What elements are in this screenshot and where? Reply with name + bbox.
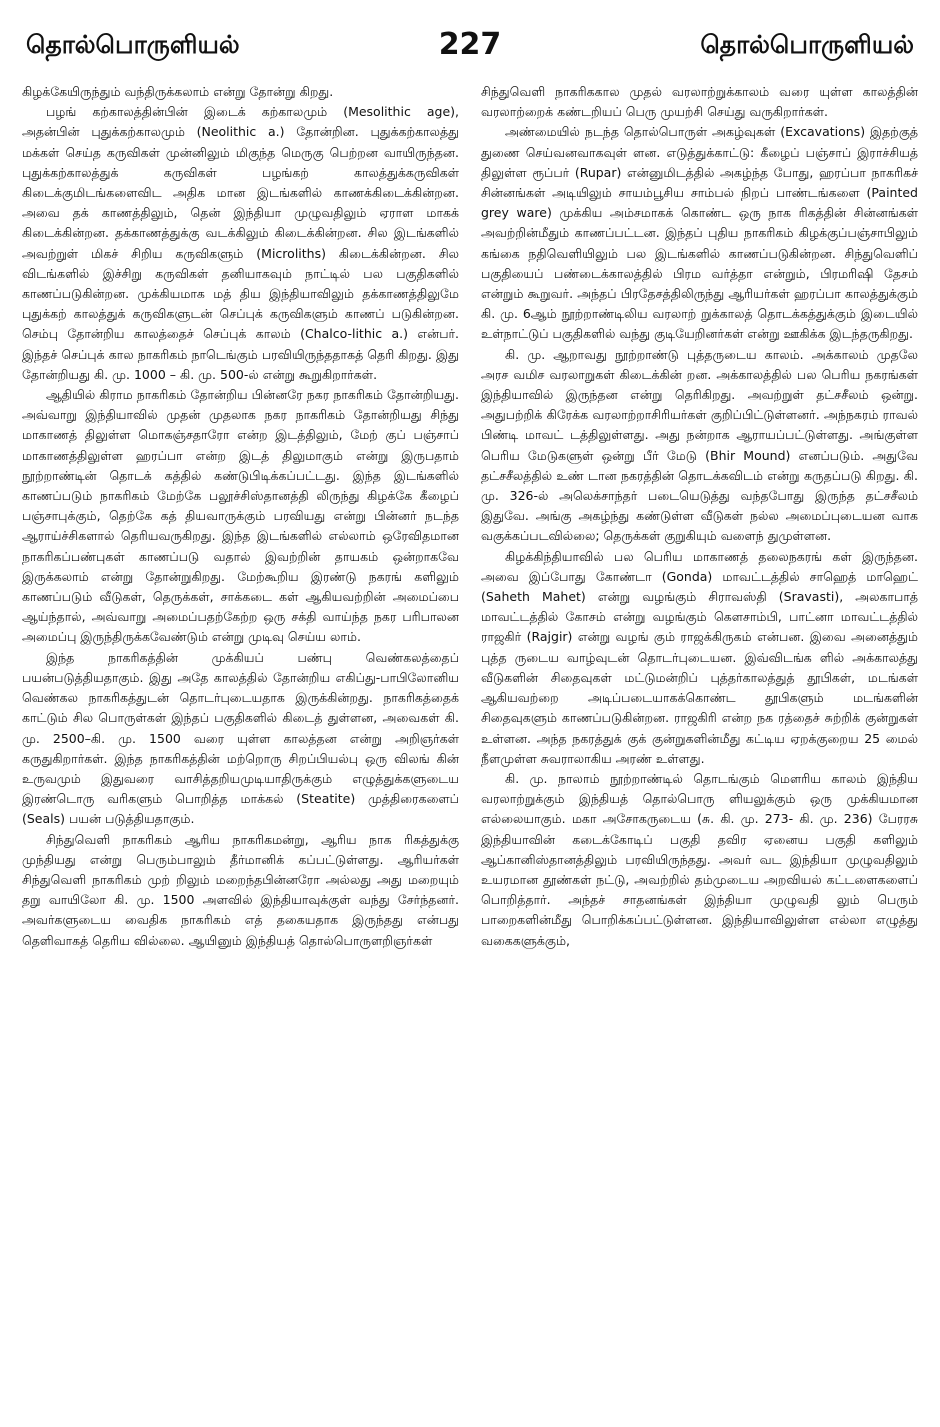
running-title-right: தொல்பொருளியல்	[700, 30, 914, 59]
page-header	[22, 27, 918, 76]
paragraph: சிந்துவெளி நாகரிககால முதல் வரலாற்றுக்காலம் வரை யுள்ள காலத்தின் வரலாற்றைக் கண்டறியப் பெரு முயற்சி செய்து வருகிறார்கள்.	[481, 84, 918, 120]
paragraph: கி. மு. ஆறாவது நூற்றாண்டு புத்தருடைய காலம். அக்காலம் முதலே அரச வமிச வரலாறுகள் கிடைக்கின் றன. அக்காலத்தில் பல பெரிய நகரங்கள் இந்தியாவில் இருந்தன என்று தெரிகிறது. அவற்றுள் தட்சசீலம் ஒன்று. அதுபற்றிக் கிரேக்க வரலாற்றாசிரியர்கள் குறிப்பிட்டுள்ளனர். அந்நகரம் ராவல் பிண்டி மாவட் டத்திலுள்ளது. அது நன்றாக ஆராயப்பட்டுள்ளது. அங்குள்ள பெரிய மேடுகளுள் ஒன்று பீர் மேடு (Bhir Mound) எனப்படும். அதுவே தட்சசீலத்தில் உண் டான நகரத்தின் தொடக்கவிடம் என்று கருதப்படு கிறது. கி. மு. 326-ல் அலெக்சாந்தர் படையெடுத்து வந்தபோது இருந்த தட்சசீலம் இதுவே. அங்கு அகழ்ந்து கண்டுள்ள வீடுகள் நல்ல அமைப்புடையன வாக வகுக்கப்படவில்லை; தெருக்கள் குறுகியும் வளைந் துமுள்ளன.	[481, 346, 918, 544]
two-column-body	[22, 82, 918, 951]
left-column	[22, 82, 459, 951]
paragraph: அண்மையில் நடந்த தொல்பொருள் அகழ்வுகள் (Excavations) இதற்குத் துணை செய்வனவாகவுள் ளன. எடுத்துக்காட்டு: கீழைப் பஞ்சாப் இராச்சியத் திலுள்ள ரூப்பர் (Rupar) என்னுமிடத்தில் அகழ்ந்த போது, ஹரப்பா நாகரிகச் சின்னங்கள் அடியிலும் சாயம்பூசிய சாம்பல் நிறப் பாண்டங்களை (Painted grey ware) முக்கிய அம்சமாகக் கொண்ட ஒரு நாக ரிகத்தின் சின்னங்கள் அவற்றின்மீதும் காணப்பட்டன. இந்தப் புதிய நாகரிகம் கிழக்குப்பஞ்சாபிலும் கங்கை நதிவெளியிலும் பல இடங்களில் காணப்படுகின்றன. சிந்துவெளிப் பகுதியைப் பண்டைக்காலத்தில் பிரம வர்த்தா என்றும், பிரமரிஷி தேசம் என்றும் கூறுவர். அந்தப் பிரதேசத்திலிருந்து ஆரியர்கள் ஹரப்பா காலத்துக்கும் கி. மு. 6ஆம் நூற்றாண்டிலிய வரலாற் றுக்காலத் தொடக்கத்துக்கும் இடையில் உள்நாட்டுப் பகுதிகளில் வந்து குடியேறினர்கள் என்று ஊகிக்க இடந்தருகிறது.	[481, 124, 918, 342]
right-column	[481, 82, 918, 951]
page-number: 227	[438, 27, 502, 62]
paragraph: கிழக்கிந்தியாவில் பல பெரிய மாகாணத் தலைநகரங் கள் இருந்தன. அவை இப்போது கோண்டா (Gonda) மாவட்டத்தில் சாஹெத் மாஹெட் (Saheth Mahet) என்று வழங்கும் சிராவஸ்தி (Sravasti), அலகாபாத் மாவட்டத்தில் கோசம் என்று வழங்கும் கௌசாம்பி, பாட்னா மாவட்டத்தில் ராஜகிர் (Rajgir) என்று வழங் கும் ராஜக்கிருகம் என்பன. இவை அனைத்தும் புத்த ருடைய வாழ்வுடன் தொடர்புடையன. இவ்விடங்க ளில் அக்காலத்து வீடுகளின் சிதைவுகள் மட்டுமன்றிப் புத்தர்காலத்துத் தூபிகள், மடங்கள் ஆகியவற்றை அடிப்படையாகக்கொண்ட தூபிகளும் மடங்களின் சிதைவுகளும் காணப்படுகின்றன. ராஜகிரி என்ற நக ரத்தைச் சுற்றிக் குன்றுகள் உள்ளன. அந்த நகரத்துக் குக் குன்றுகளின்மீது கட்டிய ஏறக்குறைய 25 மைல் நீளமுள்ள சுவராலாகிய அரண் உள்ளது.	[481, 548, 918, 766]
paragraph: சிந்துவெளி நாகரிகம் ஆரிய நாகரிகமன்று, ஆரிய நாக ரிகத்துக்கு முந்தியது என்று பெரும்பாலும் தீர்மானிக் கப்பட்டுள்ளது. ஆரியர்கள் சிந்துவெளி நாகரிகம் முற் றிலும் மறைந்தபின்னரோ அல்லது அது மறையும் தறு வாயிலோ கி. மு. 1500 அளவில் இந்தியாவுக்குள் வந்து சேர்ந்தனர். அவர்களுடைய வைதிக நாகரிகம் எத் தகையதாக இருந்தது என்பது தெளிவாகத் தெரிய வில்லை. ஆயினும் இந்தியத் தொல்பொருளறிஞர்கள்	[22, 831, 459, 948]
paragraph: ஆதியில் கிராம நாகரிகம் தோன்றிய பின்னரே நகர நாகரிகம் தோன்றியது. அவ்வாறு இந்தியாவில் முதன் முதலாக நகர நாகரிகம் தோன்றியது சிந்து மாகாணத் திலுள்ள மொகஞ்சதாரோ என்ற இடத்திலும், மேற் குப் பஞ்சாப் மாகாணத்திலுள்ள ஹரப்பா என்ற இடத் திலுமாகும் என்று இருபதாம் நூற்றாண்டின் தொடக் கத்தில் கண்டுபிடிக்கப்பட்டது. இந்த இடங்களில் காணப்படும் நாகரிகம் மேற்கே பலூச்சிஸ்தானத்தி லிருந்து கிழக்கே கீழைப் பஞ்சாபுக்கும், தெற்கே கத் தியவாருக்கும் பரவியது என்று பின்னர் நடந்த ஆராய்ச்சிகளால் தெரியவருகிறது. இந்த இடங்களில் எல்லாம் ஒரேவிதமான நாகரிகப்பண்புகள் காணப்படு வதால் இவற்றின் தாயகம் ஒன்றாகவே இருக்கலாம் என்று தோன்றுகிறது. மேற்கூறிய இரண்டு நகரங் களிலும் காணப்படும் வீடுகள், தெருக்கள், சாக்கடை கள் ஆகியவற்றின் அமைப்பை ஆய்ந்தால், அவ்வாறு அமைப்பதற்கேற்ற ஒரு சக்தி வாய்ந்த நகர பரிபாலன அமைப்பு இருந்திருக்கவேண்டும் என்று முடிவு செய்ய லாம்.	[22, 387, 459, 645]
paragraph: கி. மு. நாலாம் நூற்றாண்டில் தொடங்கும் மௌரிய காலம் இந்திய வரலாற்றுக்கும் இந்தியத் தொல்பொரு ளியலுக்கும் ஒரு முக்கியமான எல்லையாகும். மகா அசோகருடைய (சு. கி. மு. 273- கி. மு. 236) பேரரசு இந்தியாவின் கடைக்கோடிப் பகுதி தவிர ஏனைய பகுதி களிலும் ஆப்கானிஸ்தானத்திலும் பரவியிருந்தது. அவர் வட இந்தியா முழுவதிலும் உயரமான தூண்கள் நட்டு, அவற்றில் தம்முடைய அறவியல் கட்டளைகளைப் பொறித்தார். அந்தச் சாதனங்கள் இந்தியா முழுவதி லும் பெரும் பாறைகளின்மீது பொறிக்கப்பட்டுள்ளன. இந்தியாவிலுள்ள எல்லா எழுத்து வகைகளுக்கும்,	[481, 770, 918, 948]
paragraph: பழங் கற்காலத்தின்பின் இடைக் கற்காலமும் (Mesolithic age), அதன்பின் புதுக்கற்காலமும் (Neolithic a.) தோன்றின. புதுக்கற்காலத்து மக்கள் செய்த கருவிகள் முன்னிலும் மிகுந்த மெருகு பெற்றன வாயிருந்தன. புதுக்கற்காலத்துக் கருவிகள் பழங்கற் காலத்துக்கருவிகள் கிடைக்குமிடங்களைவிட அதிக மான இடங்களில் காணக்கிடைக்கின்றன. அவை தக் காணத்திலும், தென் இந்தியா முழுவதிலும் ஏராள மாகக் கிடைக்கின்றன. தக்காணத்துக்கு வடக்கிலும் கிடைக்கின்றன. சில இடங்களில் அவற்றுள் மிகச் சிறிய கருவிகளும் (Microliths) கிடைக்கின்றன. சில விடங்களில் இச்சிறு கருவிகள் தனியாகவும் நாட்டில் பல பகுதிகளில் காணப்படுகின்றன. முக்கியமாக மத் திய இந்தியாவிலும் தக்காணத்திலுமே புதுக்கற் காலத்துக் கருவிகளுடன் செப்புக் கருவிகளும் காணப் படுகின்றன. செம்பு தோன்றிய காலத்தைச் செப்புக் காலம் (Chalco-lithic a.) என்பர். இந்தச் செப்புக் கால நாகரிகம் நாடெங்கும் பரவியிருந்ததாகத் தெரி கிறது. இது தோன்றியது கி. மு. 1000 – கி. மு. 500-ல் என்று கூறுகிறார்கள்.	[22, 104, 459, 382]
paragraph: இந்த நாகரிகத்தின் முக்கியப் பண்பு வெண்கலத்தைப் பயன்படுத்தியதாகும். இது அதே காலத்தில் தோன்றிய எகிப்து-பாபிலோனிய வெண்கல நாகரிகத்துடன் தொடர்புடையதாக இருக்கின்றது. நாகரிகத்தைக் காட்டும் சில பொருள்கள் இந்தப் பகுதிகளில் கிடைத் துள்ளன, அவைகள் கி. மு. 2500–கி. மு. 1500 வரை யுள்ள காலத்தன என்று அறிஞர்கள் கருதுகிறார்கள். இந்த நாகரிகத்தின் மற்றொரு சிறப்பியல்பு ஒரு விலங் கின் உருவமும் இதுவரை வாசித்தறியமுடியாதிருக்கும் எழுத்துக்களுடைய இரண்டொரு வரிகளும் பொறித்த மாக்கல் (Steatite) முத்திரைகளைப் (Seals) பயன் படுத்தியதாகும்.	[22, 649, 459, 827]
paragraph: கிழக்கேயிருந்தும் வந்திருக்கலாம் என்று தோன்று கிறது.	[22, 84, 334, 99]
running-title-left: தொல்பொருளியல்	[26, 30, 240, 59]
